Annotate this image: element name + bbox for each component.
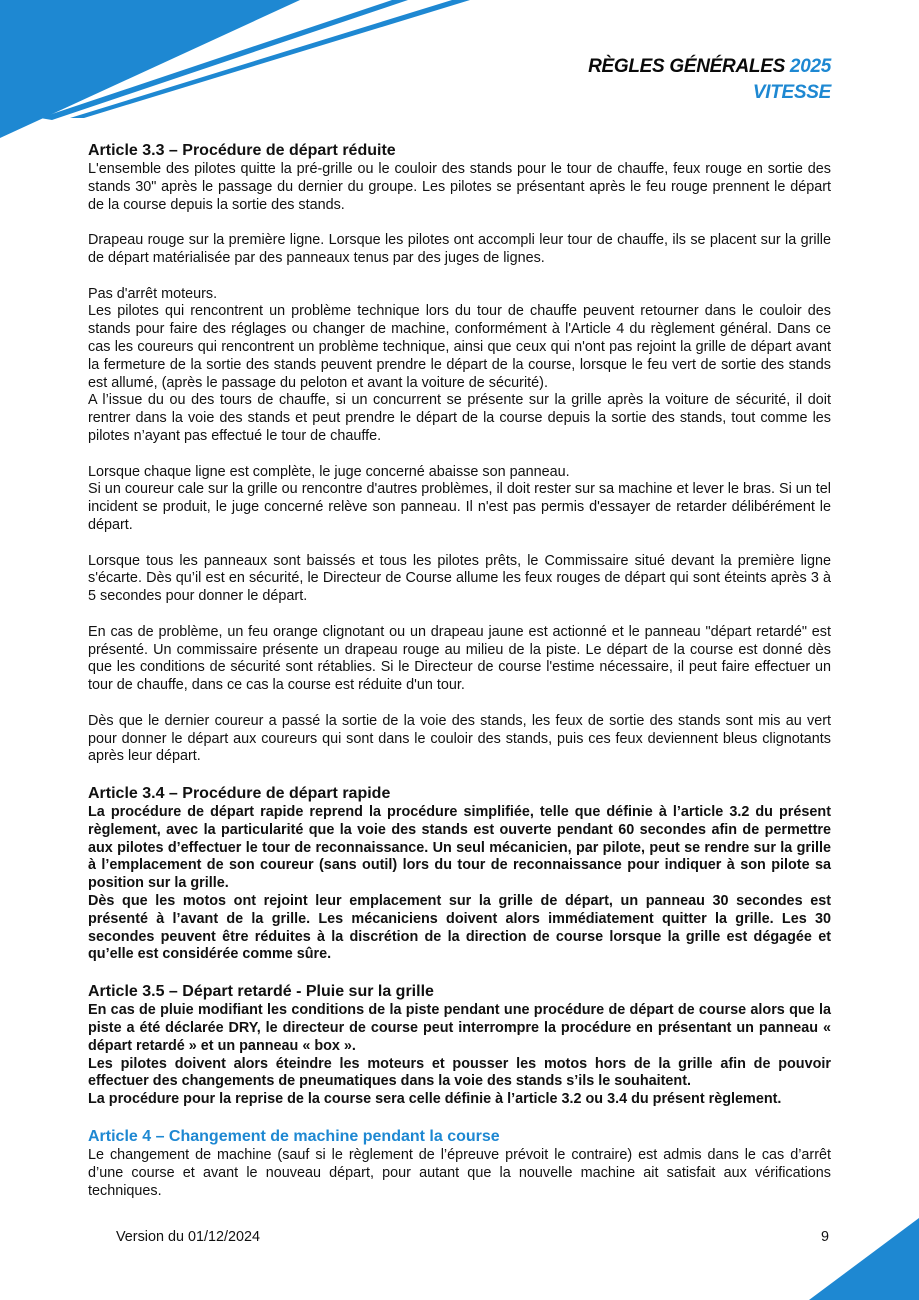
paragraph: Les pilotes qui rencontrent un problème technique lors du tour de chauffe peuvent retourner dans le couloir des stands pour faire des réglages ou changer de machine, conformément à l'Article 4 du règlement général. Dans ce cas les coureurs qui rencontrent un problème technique, ainsi que ceux qui n'ont pas rejoint la grille de départ avant la fermeture de la sortie des stands peuvent prendre le départ de la course, lorsque le feu vert de sortie des stands est allumé, (après le passage du peloton et avant la voiture de sécurité). [88, 303, 831, 391]
paragraph: Lorsque tous les panneaux sont baissés et tous les pilotes prêts, le Commissaire situé devant la première ligne s'écarte. Dès qu’il est en sécurité, le Directeur de Course allume les feux rouges de départ qui sont éteints après 3 à 5 secondes pour donner le départ. [88, 552, 831, 605]
paragraph: Dès que le dernier coureur a passé la sortie de la voie des stands, les feux de sortie des stands sont mis au vert pour donner le départ aux coureurs qui sont dans le couloir des stands, puis ces feux deviennent bleus clignotants après leur départ. [88, 712, 831, 765]
paragraph: Drapeau rouge sur la première ligne. Lorsque les pilotes ont accompli leur tour de chauffe, ils se placent sur la grille de départ matérialisée par des panneaux tenus par des juges de lignes. [88, 232, 831, 266]
paragraph: La procédure de départ rapide reprend la procédure simplifiée, telle que définie à l’article 3.2 du présent règlement, avec la particularité que la voie des stands est ouverte pendant 60 secondes afin de permettre aux pilotes d’effectuer le tour de reconnaissance. Un seul mécanicien, par pilote, peut se rendre sur la grille à l’emplacement de son coureur (sans outil) lors du tour de reconnaissance pour indiquer à son pilote sa position sur la grille. [88, 804, 831, 892]
section-article-3-3 [88, 141, 831, 766]
header-title-main: RÈGLES GÉNÉRALES [588, 56, 785, 77]
heading-article-4: Article 4 – Changement de machine pendant la course [88, 1128, 500, 1146]
page-number: 9 [821, 1229, 830, 1245]
heading-article-3-4: Article 3.4 – Procédure de départ rapide [88, 785, 391, 803]
paragraph: Les pilotes doivent alors éteindre les moteurs et pousser les motos hors de la grille afin de pouvoir effectuer des changements de pneumatiques dans la voie des stands s’ils le souhaitent. [88, 1055, 831, 1090]
header-subtitle: VITESSE [752, 82, 831, 103]
heading-article-3-3: Article 3.3 – Procédure de départ réduite [88, 142, 396, 159]
paragraph: Le changement de machine (sauf si le règlement de l’épreuve prévoit le contraire) est admis dans le cas d’arrêt d’une course et avant le nouveau départ, pour autant que la nouvelle machine ait satisfait aux vérifications techniques. [88, 1147, 831, 1199]
document-body [88, 141, 831, 1200]
header-title-year: 2025 [789, 56, 831, 77]
paragraph: Pas d'arrêt moteurs. [88, 285, 218, 302]
corner-stripes-decoration [0, 0, 480, 150]
paragraph: Si un coureur cale sur la grille ou rencontre d'autres problèmes, il doit rester sur sa machine et lever le bras. Si un tel incident se produit, le juge concerné relève son panneau. Il n'est pas permis d'essayer de retarder délibérément le départ. [88, 481, 831, 533]
section-article-3-5 [88, 982, 831, 1109]
paragraph: Dès que les motos ont rejoint leur emplacement sur la grille de départ, un panneau 30 secondes est présenté à l’avant de la grille. Les mécaniciens doivent alors immédiatement quitter la grille. Les 30 secondes peuvent être réduites à la discrétion de la direction de course lorsque la grille est dégagée et qu’elle est considérée comme sûre. [88, 893, 831, 963]
section-article-3-4 [88, 784, 831, 964]
paragraph: L'ensemble des pilotes quitte la pré-grille ou le couloir des stands pour le tour de chauffe, feux rouge en sortie des stands 30" après le passage du dernier du groupe. Les pilotes se présentant après le feu rouge prennent le départ de la course depuis la sortie des stands. [88, 161, 831, 213]
footer-version: Version du 01/12/2024 [116, 1229, 261, 1245]
section-article-4 [88, 1127, 831, 1200]
paragraph: En cas de pluie modifiant les conditions de la piste pendant une procédure de départ de course alors que la piste a été déclarée DRY, le directeur de course peut interrompre la procédure en présentant un panneau « départ retardé » et un panneau « box ». [88, 1002, 831, 1054]
page-header [588, 54, 831, 106]
header-title [588, 54, 831, 80]
paragraph: En cas de problème, un feu orange clignotant ou un drapeau jaune est actionné et le panneau "départ retardé" est présenté. Un commissaire présente un drapeau rouge au milieu de la piste. Le départ de la course est donné dès que les conditions de sécurité sont rétablies. Si le Directeur de course l'estime nécessaire, il peut faire effectuer un tour de chauffe, dans ce cas la course est réduite d'un tour. [88, 623, 831, 694]
heading-article-3-5: Article 3.5 – Départ retardé - Pluie sur la grille [88, 983, 434, 1001]
paragraph: La procédure pour la reprise de la course sera celle définie à l’article 3.2 ou 3.4 du présent règlement. [88, 1091, 782, 1108]
paragraph: Lorsque chaque ligne est complète, le juge concerné abaisse son panneau. [88, 463, 570, 480]
paragraph: A l’issue du ou des tours de chauffe, si un concurrent se présente sur la grille après la voiture de sécurité, il doit rentrer dans la voie des stands et peut prendre le départ de la course depuis la sortie des stands, tout comme les pilotes n’ayant pas effectué le tour de chauffe. [88, 392, 831, 444]
